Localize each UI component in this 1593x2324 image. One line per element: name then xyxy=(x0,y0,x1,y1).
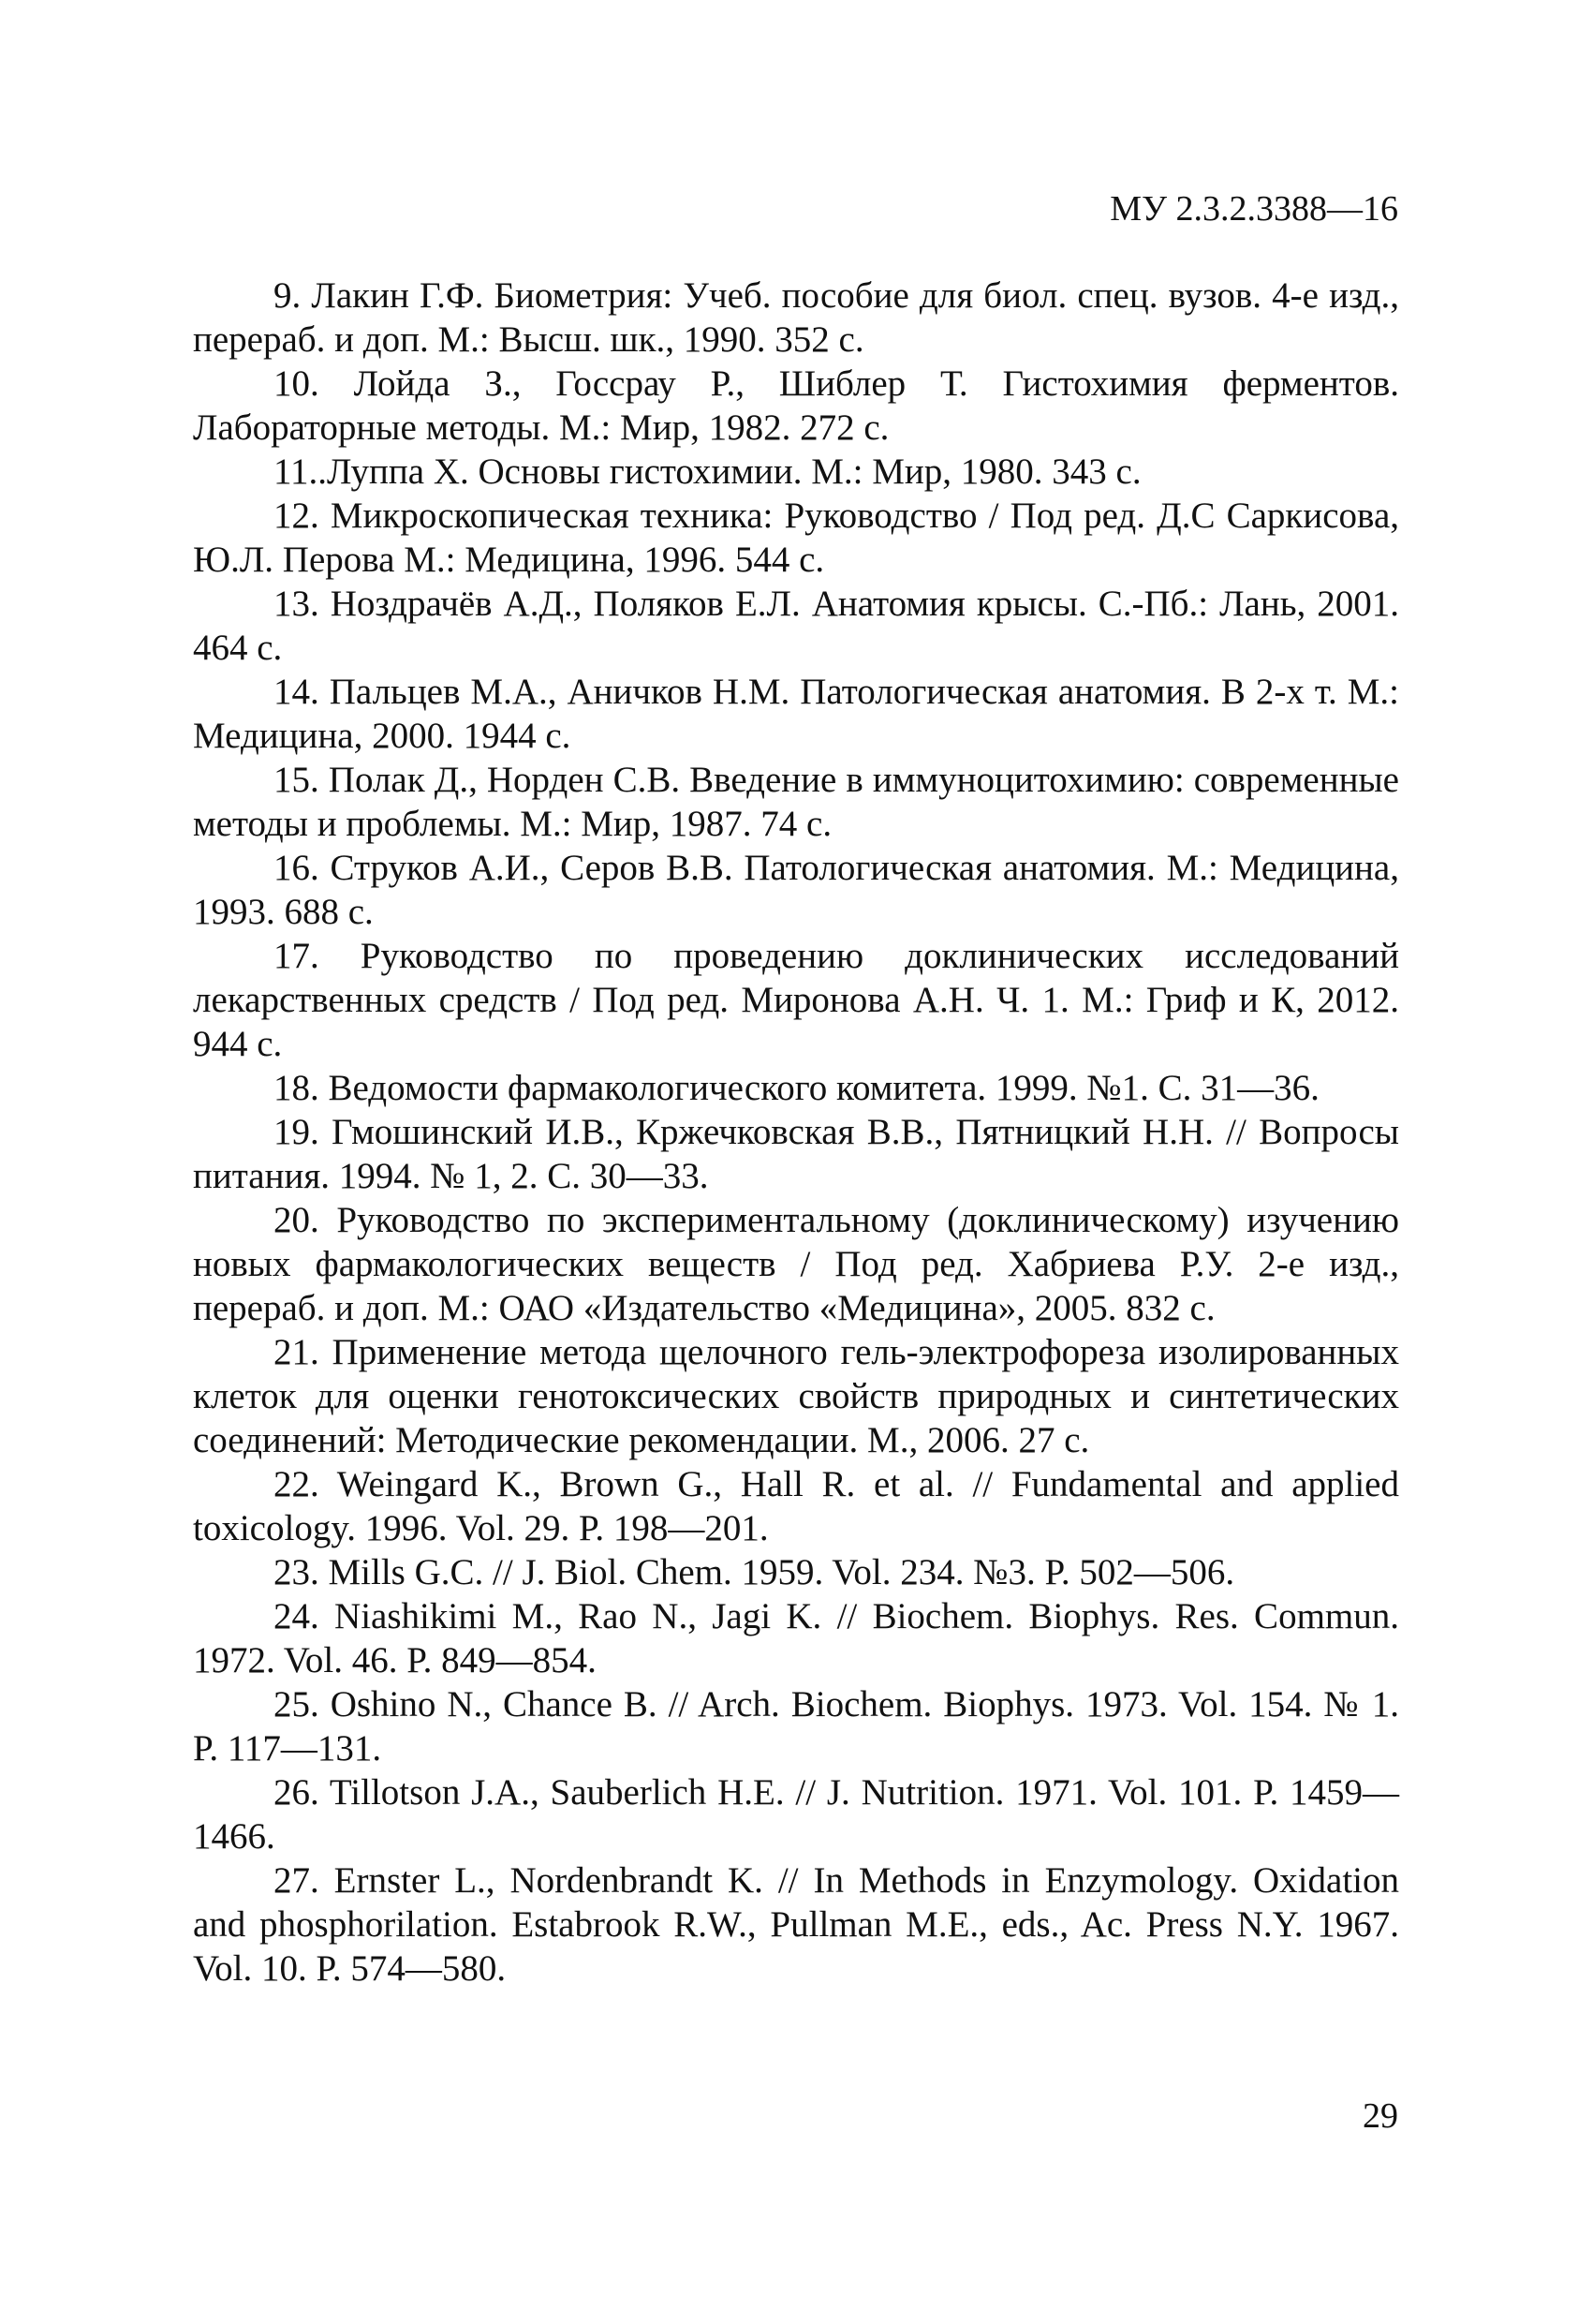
reference-item: 18. Ведомости фармакологического комитета. 1999. №1. С. 31—36. xyxy=(273,1068,1320,1108)
reference-item: 25. Oshino N., Chance B. // Arch. Biochem. Biophys. 1973. Vol. 154. № 1. P. 117—131. xyxy=(193,1684,1399,1769)
reference-item: 15. Полак Д., Норден С.В. Введение в иммуноцитохимию: современные методы и проблемы. М.: Мир, 1987. 74 с. xyxy=(193,760,1399,844)
reference-item: 16. Струков А.И., Серов В.В. Патологическая анатомия. М.: Медицина, 1993. 688 с. xyxy=(193,848,1399,932)
reference-item: 20. Руководство по экспериментальному (доклиническому) изучению новых фармакологических веществ / Под ред. Хабриева Р.У. 2-е изд., перераб. и доп. М.: ОАО «Издательство «Медицина», 2005. 832 с. xyxy=(193,1200,1399,1328)
reference-item: 26. Tillotson J.A., Sauberlich H.E. // J. Nutrition. 1971. Vol. 101. P. 1459—1466. xyxy=(193,1772,1399,1857)
reference-item: 12. Микроскопическая техника: Руководство / Под ред. Д.С Саркисова, Ю.Л. Перова М.: Медицина, 1996. 544 с. xyxy=(193,496,1399,580)
reference-item: 23. Mills G.C. // J. Biol. Chem. 1959. Vol. 234. №3. P. 502—506. xyxy=(273,1552,1235,1592)
reference-item: 22. Weingard K., Brown G., Hall R. et al. // Fundamental and applied toxicology. 1996. Vol. 29. P. 198—201. xyxy=(193,1464,1399,1548)
reference-item: 13. Ноздрачёв А.Д., Поляков Е.Л. Анатомия крысы. С.-Пб.: Лань, 2001. 464 с. xyxy=(193,584,1399,668)
reference-item: 10. Лойда З., Госсрау Р., Шиблер Т. Гистохимия ферментов. Лабораторные методы. М.: Мир, 1982. 272 с. xyxy=(193,363,1399,448)
reference-item: 17. Руководство по проведению доклинических исследований лекарственных средств / Под ред. Миронова А.Н. Ч. 1. М.: Гриф и К, 2012. 944 с. xyxy=(193,936,1399,1064)
reference-item: 24. Niashikimi M., Rao N., Jagi K. // Biochem. Biophys. Res. Commun. 1972. Vol. 46. P. 849—854. xyxy=(193,1596,1399,1680)
document-code-header: МУ 2.3.2.3388—16 xyxy=(1110,189,1398,229)
reference-item: 11..Луппа Х. Основы гистохимии. М.: Мир, 1980. 343 с. xyxy=(273,451,1142,492)
reference-item: 14. Пальцев М.А., Аничков Н.М. Патологическая анатомия. В 2-х т. М.: Медицина, 2000. 1944 с. xyxy=(193,672,1399,756)
reference-list xyxy=(193,274,1399,1991)
reference-item: 19. Гмошинский И.В., Кржечковская В.В., Пятницкий Н.Н. // Вопросы питания. 1994. № 1, 2. С. 30—33. xyxy=(193,1112,1399,1196)
page-number: 29 xyxy=(1363,2096,1398,2136)
reference-item: 9. Лакин Г.Ф. Биометрия: Учеб. пособие для биол. спец. вузов. 4-е изд., перераб. и доп. М.: Высш. шк., 1990. 352 с. xyxy=(193,275,1399,360)
reference-item: 21. Применение метода щелочного гель-электрофореза изолированных клеток для оценки генотоксических свойств природных и синтетических соединений: Методические рекомендации. М., 2006. 27 с. xyxy=(193,1332,1399,1460)
reference-item: 27. Ernster L., Nordenbrandt K. // In Methods in Enzymology. Oxidation and phosphorilation. Estabrook R.W., Pullman M.E., eds., Ac. Press N.Y. 1967. Vol. 10. P. 574—580. xyxy=(193,1860,1399,1989)
